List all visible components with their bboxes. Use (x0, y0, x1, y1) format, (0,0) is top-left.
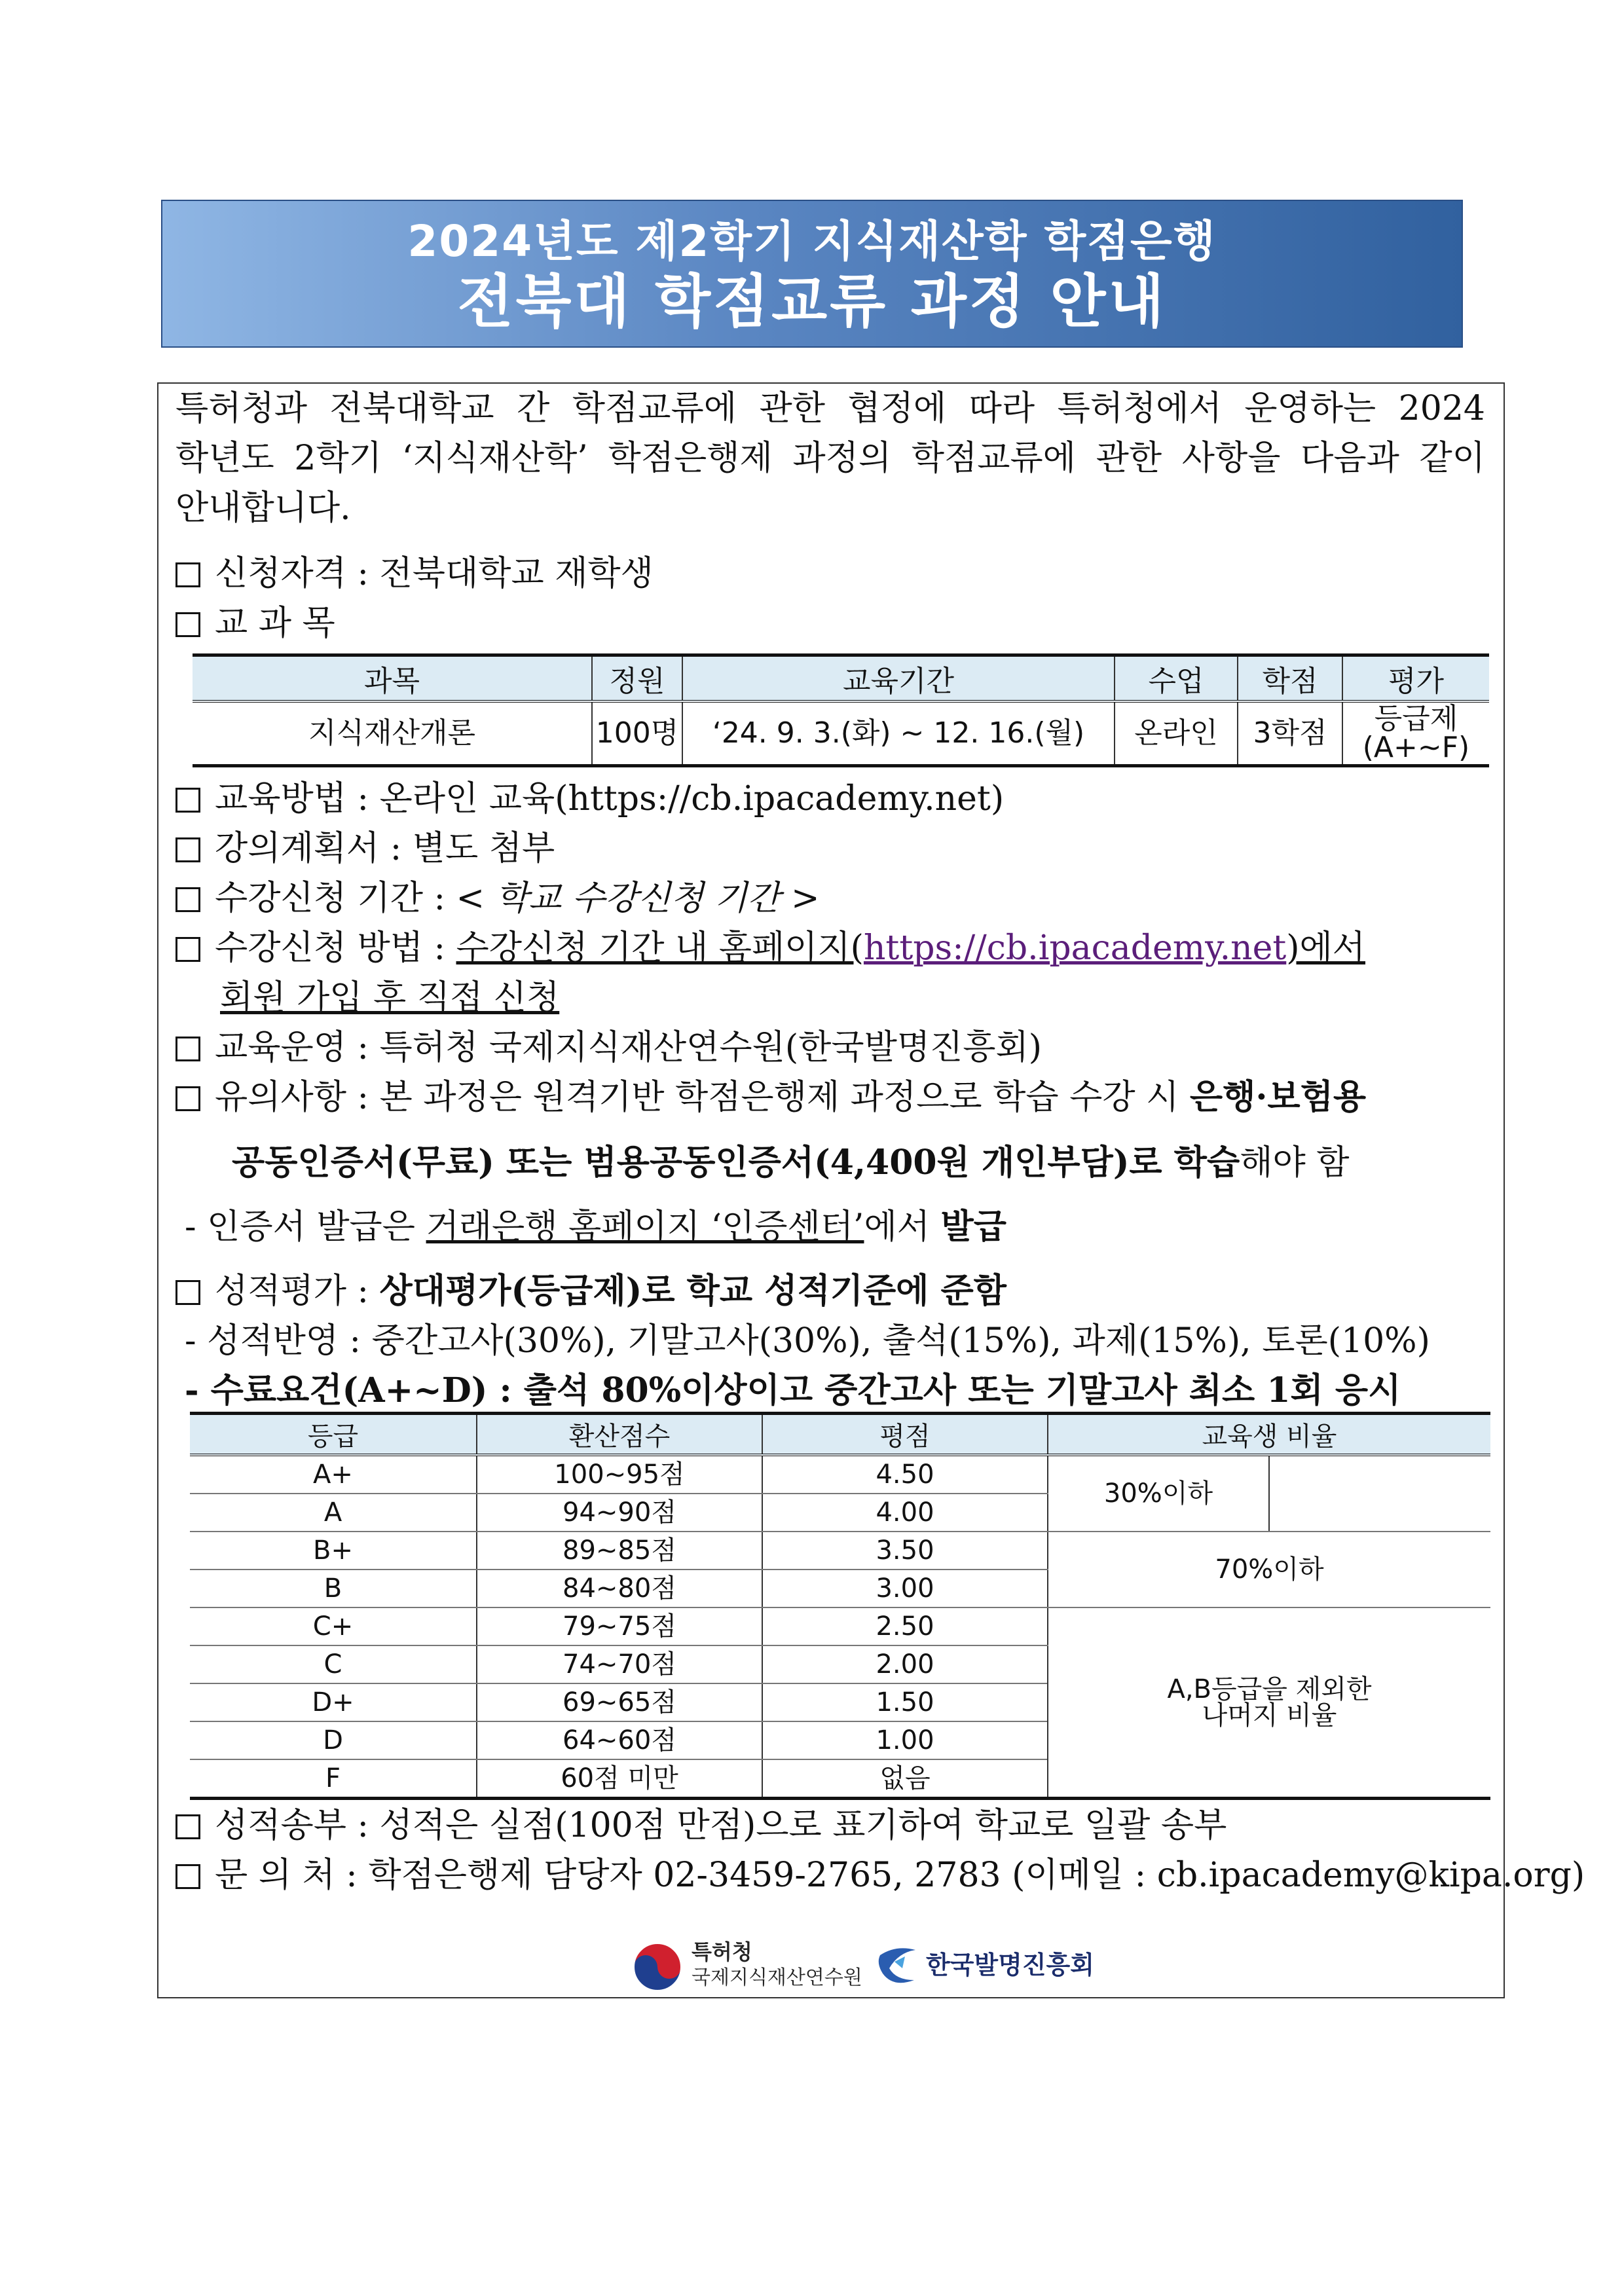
course-header-period: 교육기간 (682, 655, 1115, 702)
title-line1: 2024년도 제2학기 지식재산학 학점은행 (407, 216, 1217, 266)
kipa-name: 한국발명진흥회 (926, 1951, 1094, 1979)
point-cell: 4.00 (762, 1494, 1048, 1532)
intro-line3: 안내합니다. (175, 488, 351, 528)
notes-label: 유의사항 (215, 1078, 346, 1117)
point-cell: 4.50 (762, 1455, 1048, 1494)
point-cell: 3.50 (762, 1532, 1048, 1570)
course-header-class: 수업 (1115, 655, 1238, 702)
course-header-eval: 평가 (1342, 655, 1489, 702)
intro-line2: 학년도 2학기 ‘지식재산학’ 학점은행제 과정의 학점교류에 관한 사항을 다음과 같이 (175, 439, 1485, 478)
content-box (157, 382, 1585, 1998)
grade-cell: C+ (190, 1607, 477, 1645)
period-value: < 학교 수강신청 기간 > (456, 879, 820, 918)
point-cell: 1.00 (762, 1721, 1048, 1759)
grade-table (190, 1412, 1490, 1800)
course-capacity: 100명 (592, 701, 682, 766)
course-table-row (193, 701, 1489, 766)
checkbox-icon (175, 937, 200, 962)
notes-line2-tail: 해야 함 (1240, 1143, 1350, 1183)
checkbox-icon (175, 562, 200, 587)
contact-value: 학점은행제 담당자 02-3459-2765, 2783 (이메일 : cb.ipacademy@kipa.org) (368, 1856, 1585, 1895)
checkbox-icon (175, 1086, 200, 1111)
course-header-subject: 과목 (193, 655, 592, 702)
course-label: 교 과 목 (215, 604, 335, 643)
grade-header-ratio: 교육생 비율 (1048, 1414, 1490, 1456)
course-table-header (193, 655, 1489, 702)
plan-label: 강의계획서 (215, 829, 380, 868)
grade-cell: D+ (190, 1683, 477, 1721)
checkbox-icon (175, 1864, 200, 1889)
point-cell: 없음 (762, 1759, 1048, 1799)
grade-cell: A+ (190, 1455, 477, 1494)
notes-line3 (185, 1206, 1006, 1248)
checkbox-icon (175, 1280, 200, 1305)
checkbox-icon (175, 1814, 200, 1839)
eligibility-label: 신청자격 (215, 554, 346, 593)
grading-reflect: - 성적반영 : 중간고사(30%), 기말고사(30%), 출석(15%), 과제(15%), 토론(10%) (185, 1321, 1430, 1361)
operator-value: 특허청 국제지식재산연수원(한국발명진흥회) (379, 1028, 1043, 1067)
contact-row: 문 의 처 : 학점은행제 담당자 02-3459-2765, 2783 (이메일 : cb.ipacademy@kipa.org) (175, 1854, 1585, 1896)
grade-row (190, 1607, 1490, 1645)
notes-part1: 본 과정은 원격기반 학점은행제 과정으로 학습 수강 시 (379, 1078, 1179, 1117)
plan-row: 강의계획서 : 별도 첨부 (175, 828, 555, 870)
title-line2: 전북대 학점교류 과정 안내 (457, 268, 1167, 335)
period-row: 수강신청 기간 : < 학교 수강신청 기간 > (175, 877, 820, 919)
score-cell: 84~80점 (477, 1570, 762, 1607)
how-line2: 회원 가입 후 직접 신청 (220, 978, 560, 1018)
course-credit: 3학점 (1238, 701, 1342, 766)
notes-line2-bold: 공동인증서(무료) 또는 범용공동인증서(4,400원 개인부담)로 학습 (232, 1143, 1240, 1183)
score-cell: 79~75점 (477, 1607, 762, 1645)
checkbox-icon (175, 1037, 200, 1061)
course-subject: 지식재산개론 (193, 701, 592, 766)
kipa-emblem-icon (876, 1942, 922, 1988)
kipo-line2: 국제지식재산연수원 (692, 1966, 862, 1989)
ratio-a-blank (1269, 1455, 1490, 1532)
grade-header-score: 환산점수 (477, 1414, 762, 1456)
method-row: 교육방법 : 온라인 교육(https://cb.ipacademy.net) (175, 778, 1004, 820)
course-eval (1342, 701, 1489, 766)
checkbox-icon (175, 612, 200, 637)
method-label: 교육방법 (215, 779, 346, 818)
operator-label: 교육운영 (215, 1028, 346, 1067)
notes-line3-bold: 발급 (940, 1207, 1006, 1247)
kipo-line1: 특허청 (692, 1939, 752, 1964)
grade-row (190, 1532, 1490, 1570)
method-value: 온라인 교육(https://cb.ipacademy.net) (379, 779, 1005, 818)
point-cell: 1.50 (762, 1683, 1048, 1721)
score-cell: 69~65점 (477, 1683, 762, 1721)
score-cell: 94~90점 (477, 1494, 762, 1532)
point-cell: 2.00 (762, 1645, 1048, 1683)
report-label: 성적송부 (215, 1806, 346, 1845)
plan-value: 별도 첨부 (412, 829, 555, 868)
title-banner (161, 200, 1463, 348)
grading-value: 상대평가(등급제)로 학교 성적기준에 준함 (379, 1271, 1006, 1311)
course-eval-line2: (A+∼F) (1362, 731, 1470, 764)
grade-cell: B+ (190, 1532, 477, 1570)
course-table (193, 653, 1489, 767)
point-cell: 2.50 (762, 1607, 1048, 1645)
grade-cell: D (190, 1721, 477, 1759)
grading-label: 성적평가 (215, 1272, 346, 1311)
course-label-row (175, 602, 335, 644)
notes-line2 (232, 1142, 1349, 1184)
notes-row: 유의사항 : 본 과정은 원격기반 학점은행제 과정으로 학습 수강 시 은행·보험용 (175, 1076, 1366, 1118)
period-label: 수강신청 기간 (215, 879, 423, 918)
how-row: 수강신청 방법 : 수강신청 기간 내 홈페이지(https://cb.ipacademy.net)에서 (175, 927, 1365, 969)
ratio-a-cell: 30%이하 (1048, 1455, 1269, 1532)
grade-cell: A (190, 1494, 477, 1532)
notes-line3-link: 거래은행 홈페이지 ‘인증센터’ (426, 1207, 864, 1247)
eligibility-row: 신청자격 : 전북대학교 재학생 (175, 553, 654, 595)
score-cell: 64~60점 (477, 1721, 762, 1759)
score-cell: 74~70점 (477, 1645, 762, 1683)
report-value: 성적은 실점(100점 만점)으로 표기하여 학교로 일괄 송부 (379, 1806, 1227, 1845)
grade-cell: F (190, 1759, 477, 1799)
notes-line3-mid: 에서 (864, 1207, 930, 1247)
how-part1: 수강신청 기간 내 홈페이지( (456, 928, 864, 968)
grade-header-point: 평점 (762, 1414, 1048, 1456)
grade-header-grade: 등급 (190, 1414, 477, 1456)
notes-bold1: 은행·보험용 (1189, 1077, 1367, 1117)
score-cell: 60점 미만 (477, 1759, 762, 1799)
course-period: ‘24. 9. 3.(화) ∼ 12. 16.(월) (682, 701, 1115, 766)
taegeuk-icon (633, 1942, 682, 1992)
report-row: 성적송부 : 성적은 실점(100점 만점)으로 표기하여 학교로 일괄 송부 (175, 1805, 1227, 1846)
point-cell: 3.00 (762, 1570, 1048, 1607)
ratio-b-cell: 70%이하 (1048, 1532, 1490, 1607)
ratio-rest-line2: 나머지 비율 (1202, 1700, 1337, 1731)
grade-row (190, 1455, 1490, 1494)
checkbox-icon (175, 837, 200, 862)
course-header-credit: 학점 (1238, 655, 1342, 702)
grade-cell: C (190, 1645, 477, 1683)
course-class: 온라인 (1115, 701, 1238, 766)
ratio-rest-cell (1048, 1607, 1490, 1799)
contact-label: 문 의 처 (215, 1856, 335, 1895)
checkbox-icon (175, 788, 200, 813)
ratio-rest-line1: A,B등급을 제외한 (1167, 1674, 1372, 1704)
course-header-capacity: 정원 (592, 655, 682, 702)
grading-row: 성적평가 : 상대평가(등급제)로 학교 성적기준에 준함 (175, 1270, 1006, 1312)
score-cell: 89~85점 (477, 1532, 762, 1570)
eligibility-value: 전북대학교 재학생 (379, 554, 654, 593)
course-eval-line1: 등급제 (1374, 702, 1458, 735)
how-url-link[interactable]: https://cb.ipacademy.net (863, 928, 1287, 968)
grading-complete: - 수료요건(A+~D) : 출석 80%이상이고 중간고사 또는 기말고사 최소 1회 응시 (185, 1370, 1401, 1410)
how-label: 수강신청 방법 (215, 928, 423, 968)
grade-cell: B (190, 1570, 477, 1607)
score-cell: 100~95점 (477, 1455, 762, 1494)
grade-table-header (190, 1414, 1490, 1456)
checkbox-icon (175, 887, 200, 912)
intro-line1: 특허청과 전북대학교 간 학점교류에 관한 협정에 따라 특허청에서 운영하는 2024 (175, 389, 1485, 428)
operator-row: 교육운영 : 특허청 국제지식재산연수원(한국발명진흥회) (175, 1027, 1042, 1069)
how-part2: )에서 (1286, 928, 1366, 968)
notes-line3-pre: - 인증서 발급은 (185, 1207, 416, 1247)
